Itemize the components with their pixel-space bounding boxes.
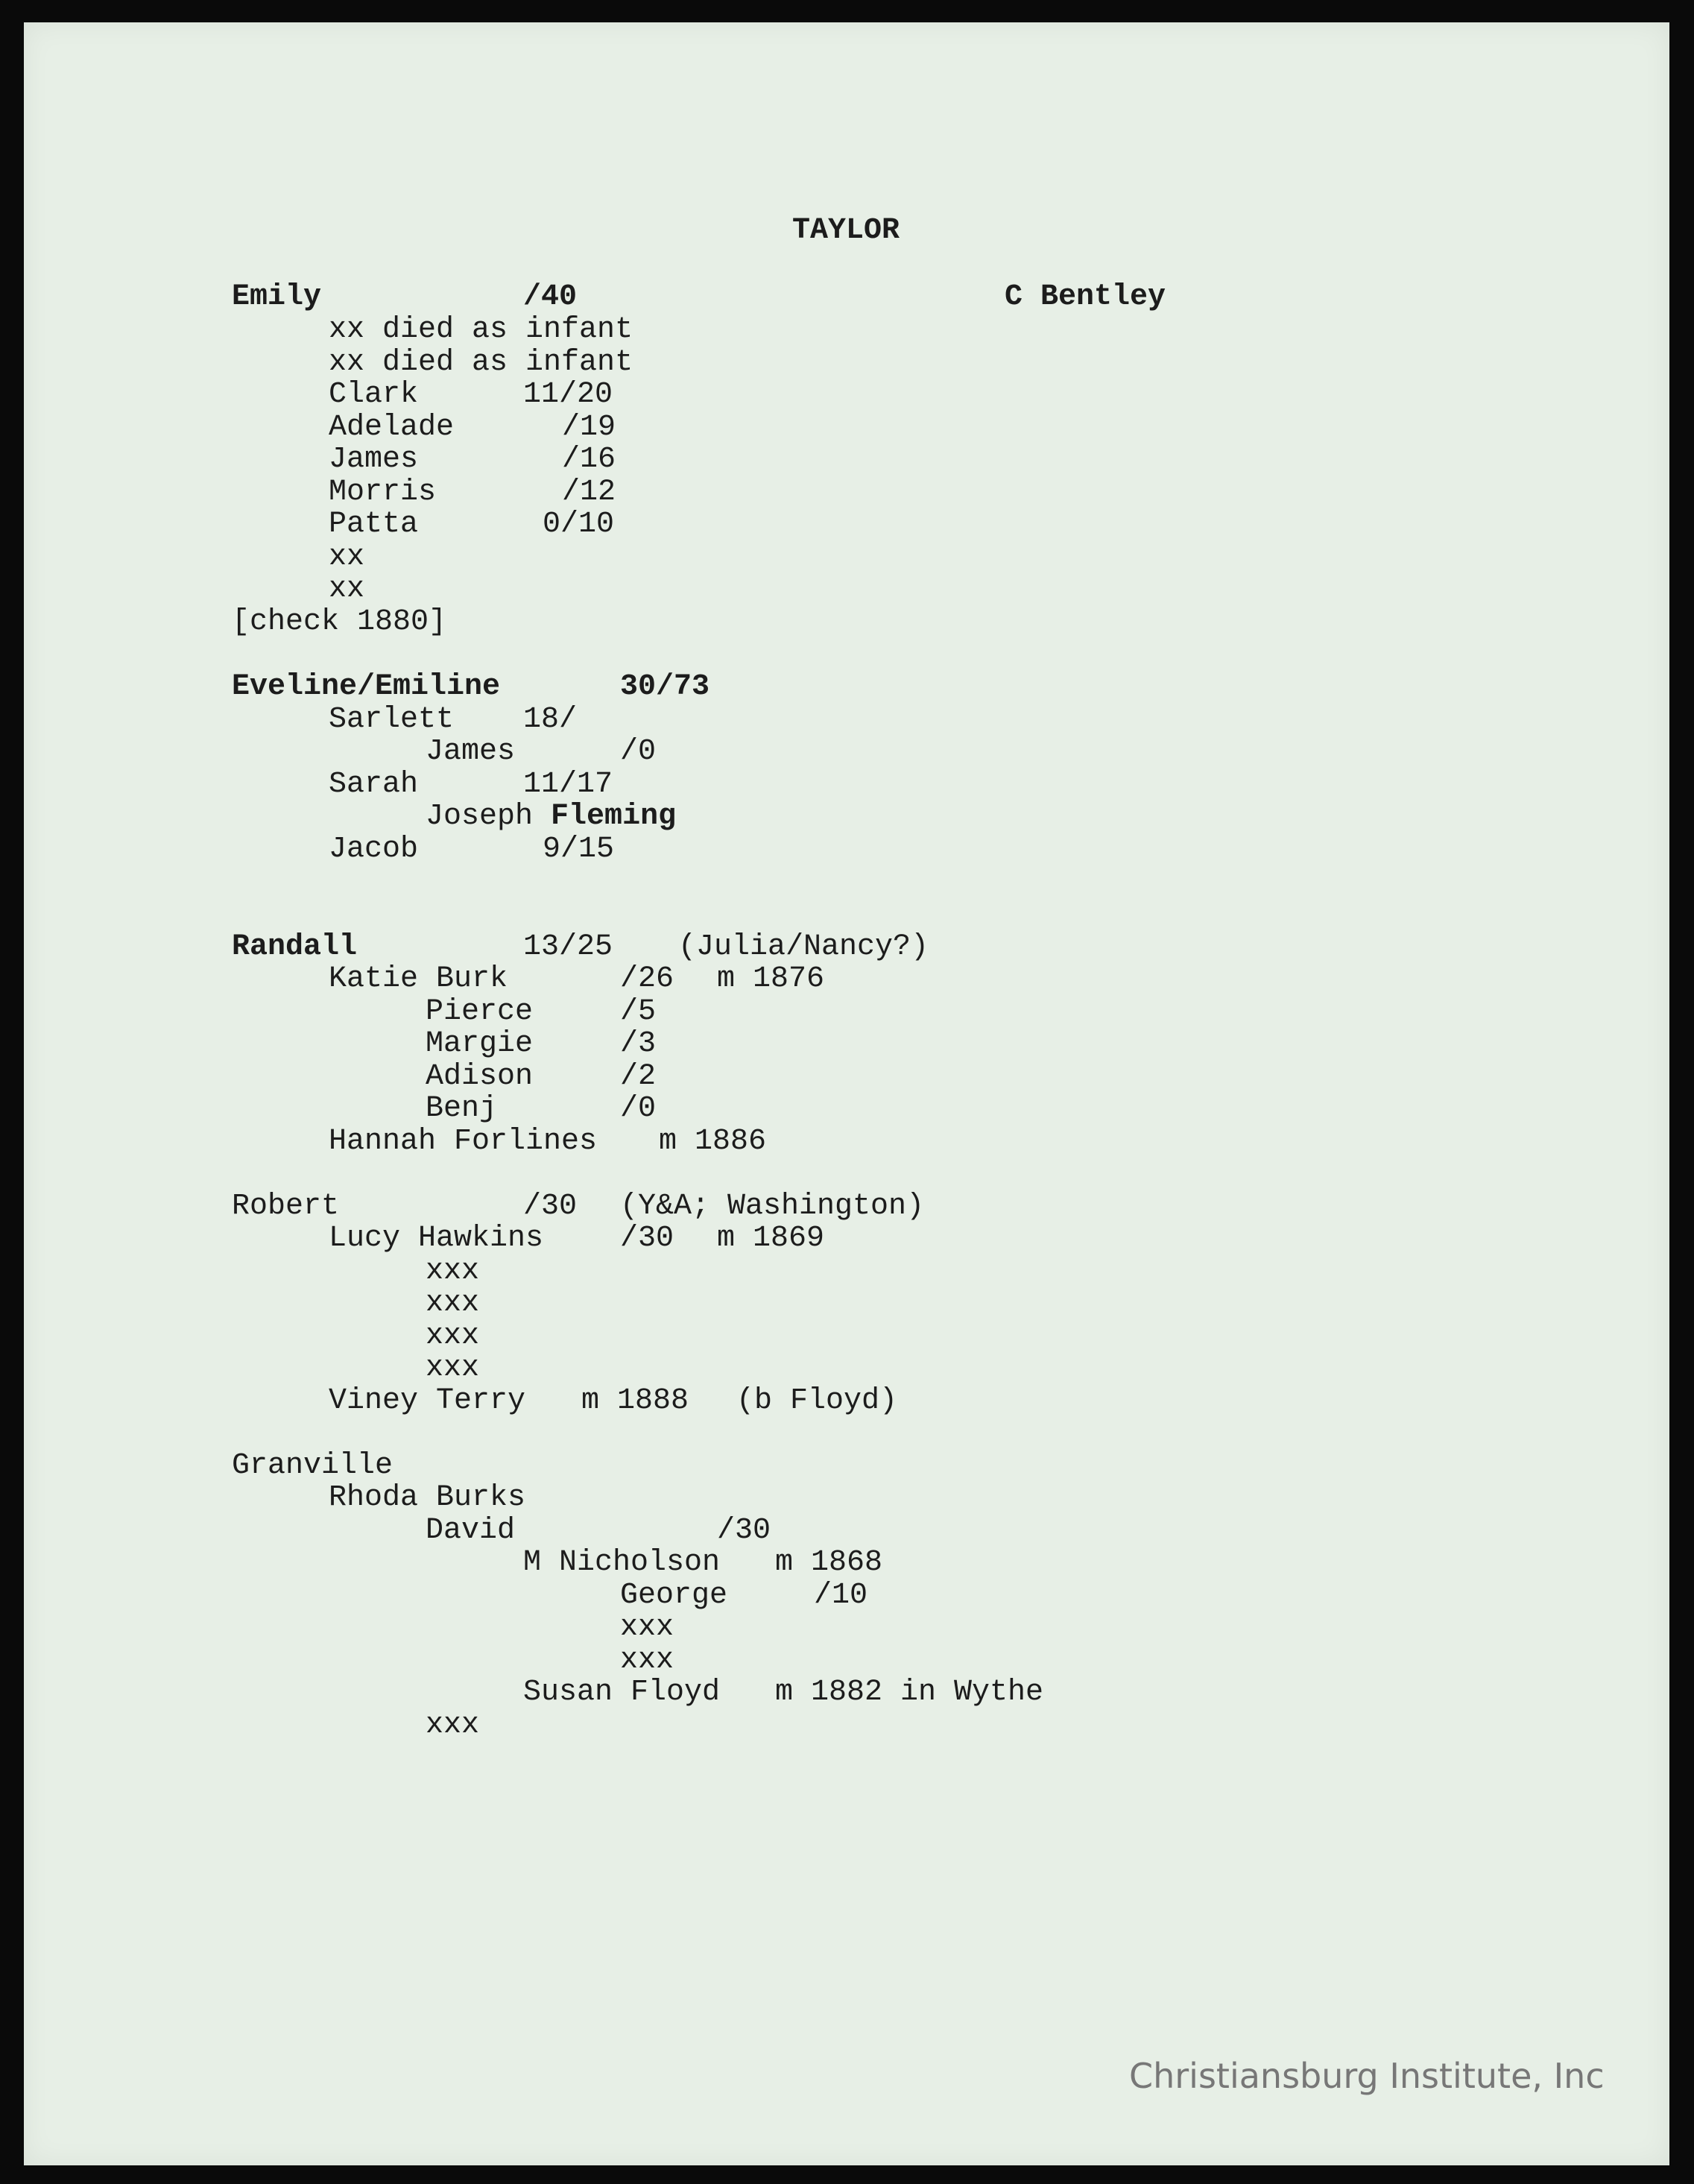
marriage-year: m 1882 in Wythe	[775, 1676, 1044, 1709]
child-name: Morris	[329, 476, 437, 509]
list-item: xxx	[426, 1319, 480, 1353]
spouse-name: Hannah Forlines	[329, 1125, 598, 1158]
child-value: /2	[620, 1060, 657, 1093]
list-item: xxx	[426, 1351, 480, 1385]
spouse-name	[426, 801, 676, 833]
family-head-name: Granville	[232, 1449, 394, 1483]
child-value: /30	[717, 1514, 771, 1547]
spouse-surname: Fleming	[551, 800, 677, 833]
spouse-name: Rhoda Burks	[329, 1481, 526, 1515]
spouse-given-name: Joseph	[426, 800, 534, 833]
list-item: xx died as infant	[329, 313, 633, 347]
child-name: James	[329, 443, 419, 476]
marriage-year: m 1869	[717, 1222, 825, 1255]
child-name: Pierce	[426, 995, 534, 1029]
family-head-name: Eveline/Emiline	[232, 670, 501, 704]
spouse-note: (b Floyd)	[736, 1384, 898, 1418]
child-value: /0	[620, 1092, 657, 1126]
watermark: Christiansburg Institute, Inc	[1129, 2056, 1605, 2096]
child-value: 18/	[523, 703, 578, 736]
child-value: /16	[562, 443, 616, 476]
list-item: xx died as infant	[329, 346, 633, 379]
list-item: xxx	[426, 1708, 480, 1742]
spouse-name: Viney Terry	[329, 1384, 526, 1418]
family-head-spouse: C Bentley	[1005, 280, 1166, 314]
child-value: 9/15	[543, 833, 615, 866]
child-name: Adelade	[329, 411, 455, 444]
family-note: [check 1880]	[232, 605, 447, 639]
marriage-year: m 1886	[659, 1125, 767, 1158]
child-name: Margie	[426, 1027, 534, 1061]
family-head-note: (Y&A; Washington)	[620, 1190, 925, 1223]
family-head-value: /30	[523, 1190, 578, 1223]
marriage-year: m 1876	[717, 962, 825, 996]
family-head-value: 13/25	[523, 930, 613, 964]
child-value: /3	[620, 1027, 657, 1061]
family-head-name: Robert	[232, 1190, 340, 1223]
child-name: Sarlett	[329, 703, 455, 736]
child-name: Sarah	[329, 768, 419, 801]
child-value: /12	[562, 476, 616, 509]
spouse-name: Susan Floyd	[523, 1676, 721, 1709]
document-page	[24, 22, 1669, 2165]
child-name: David	[426, 1514, 516, 1547]
list-item: xxx	[426, 1287, 480, 1320]
family-head-value: 30/73	[620, 670, 710, 704]
family-head-name: Emily	[232, 280, 322, 314]
list-item: xx	[329, 572, 365, 606]
child-value: /0	[620, 735, 657, 768]
child-value: /5	[620, 995, 657, 1029]
list-item: xxx	[426, 1254, 480, 1288]
family-head-note: (Julia/Nancy?)	[678, 930, 929, 964]
child-name: Jacob	[329, 833, 419, 866]
family-head-name: Randall	[232, 930, 358, 964]
child-name: James	[426, 735, 516, 768]
child-value: 11/17	[523, 768, 613, 801]
spouse-value: /26	[620, 962, 674, 996]
family-head-value: /40	[523, 280, 578, 314]
marriage-year: m 1888	[581, 1384, 689, 1418]
child-name: Adison	[426, 1060, 534, 1093]
spouse-value: /30	[620, 1222, 674, 1255]
child-name: Benj	[426, 1092, 498, 1126]
spouse-name: Katie Burk	[329, 962, 508, 996]
child-value: /19	[562, 411, 616, 444]
child-value: 11/20	[523, 378, 613, 411]
child-value: /10	[814, 1579, 868, 1612]
child-name: Patta	[329, 508, 419, 541]
page-title: TAYLOR	[792, 214, 900, 247]
child-value: 0/10	[543, 508, 615, 541]
list-item: xx	[329, 540, 365, 574]
child-name: George	[620, 1579, 728, 1612]
spouse-name: Lucy Hawkins	[329, 1222, 544, 1255]
child-name: Clark	[329, 378, 419, 411]
marriage-year: m 1868	[775, 1546, 883, 1579]
spouse-name: M Nicholson	[523, 1546, 721, 1579]
list-item: xxx	[620, 1644, 674, 1677]
list-item: xxx	[620, 1611, 674, 1644]
